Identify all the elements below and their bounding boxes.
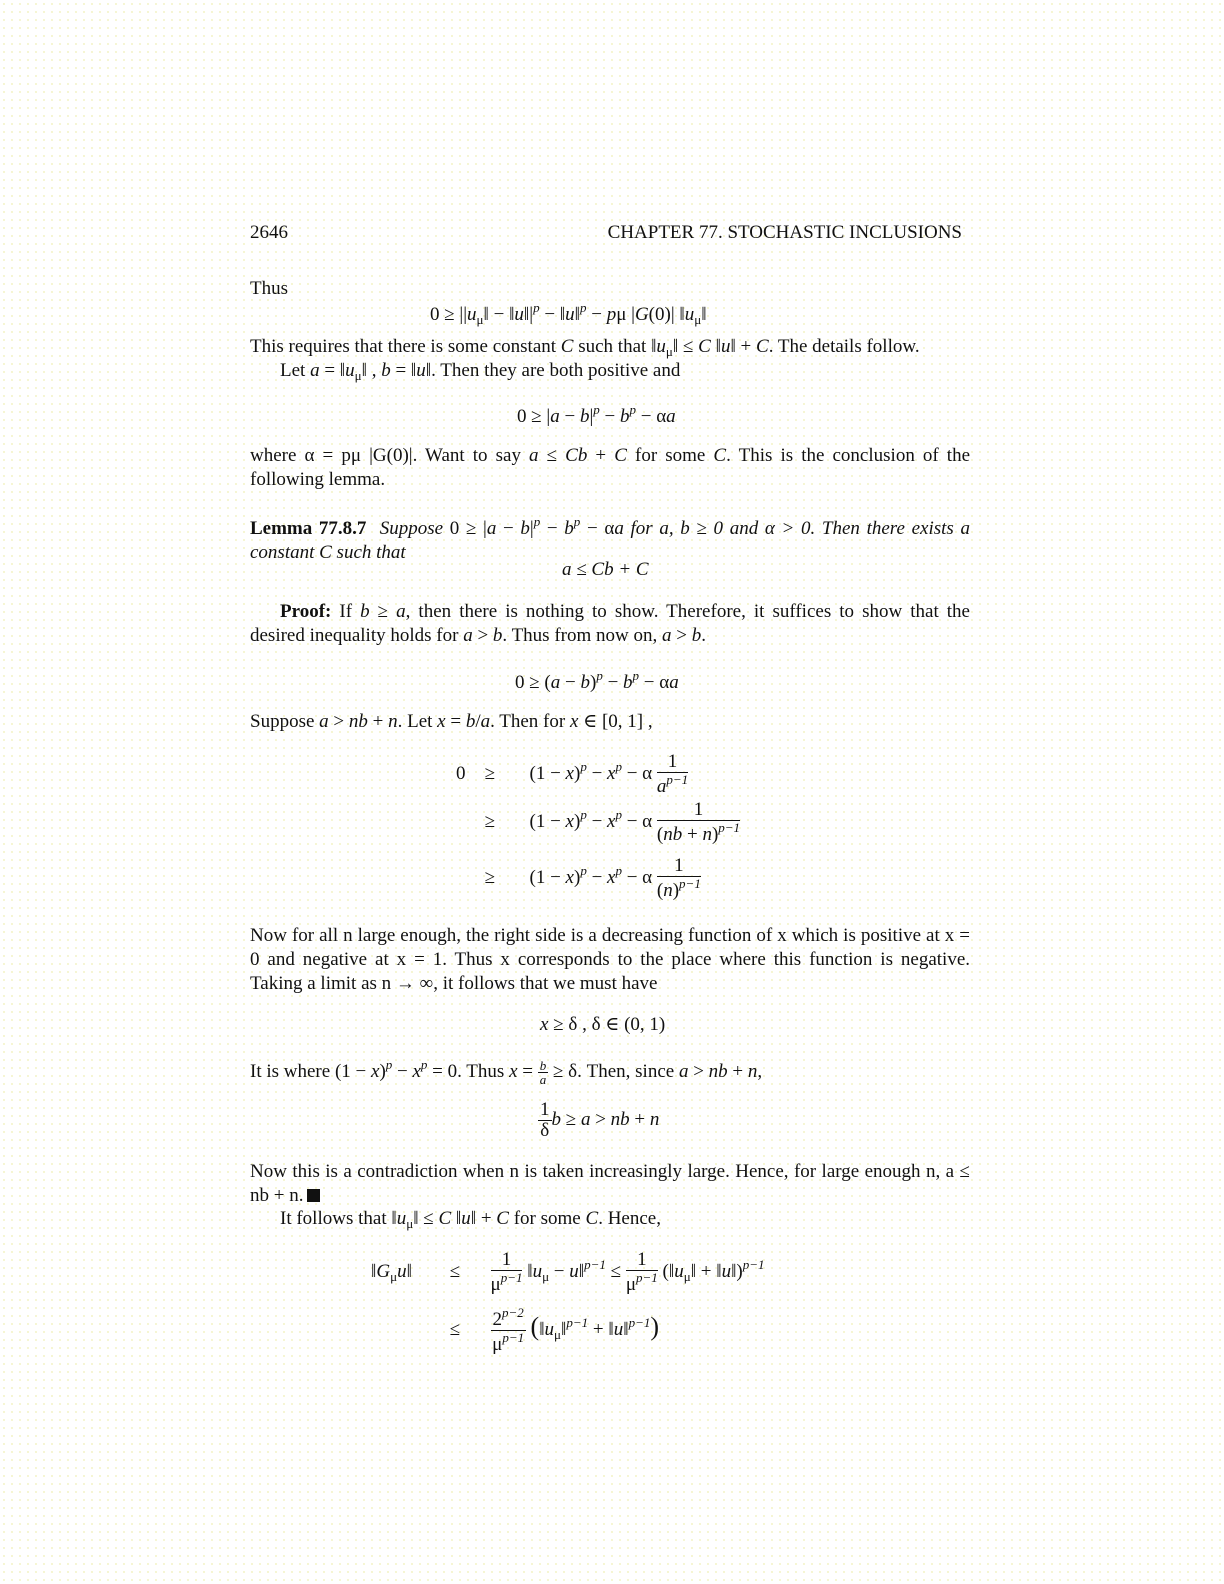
page-number: 2646 xyxy=(250,222,288,243)
text-thus: Thus xyxy=(250,278,288,299)
paragraph-it-is-where: It is where $(1 - x)^p - x^p = 0$. Thus x = $\frac{b}{a}$ ≥ δ. Then, since a > nb + n, xyxy=(250,1057,763,1088)
paragraph-requires: This requires that there is some constant C such that $‖u_\mu‖ \le C$ ‖u‖ + C. The details follow. xyxy=(250,336,920,359)
qed-square-icon xyxy=(307,1189,320,1202)
equation-3: a ≤ Cb + C xyxy=(562,559,649,580)
equation-2: $0 \ge |a - b|^p - b^p - \alpha a$ xyxy=(517,402,676,427)
equation-array-1-row-1: $0 \ge (1 - x)^p - x^p - \alpha$ $\frac{1}{a^{p-1}}$ xyxy=(456,751,689,797)
equation-array-2-row-2: ≤ $\frac{2^{p-2}}{\mu^{p-1}}$ ($‖u_\mu‖^{p-1}$ + ‖u‖$^{p-1}$) xyxy=(449,1305,660,1355)
equation-4: $0 \ge (a - b)^p - b^p - \alpha a$ xyxy=(515,668,679,693)
equation-array-1-row-3: ≥ $(1 - x)^p - x^p - \alpha$ $\frac{1}{(n)^{p-1}}$ xyxy=(484,855,701,901)
paragraph-it-follows: It follows that $‖u_\mu‖ \le C$ ‖u‖ + C for some C. Hence, xyxy=(280,1208,661,1231)
paragraph-contradiction: Now this is a contradiction when n is taken increasingly large. Hence, for large enough n, a ≤ nb + n. xyxy=(250,1161,970,1206)
paragraph-now-for-all: Now for all n large enough, the right side is a decreasing function of x which is positive at x = 0 and negative at x = 1. Thus x corresponds to the place where this function is negative. Taking a limit as n → ∞, it follows that we must have xyxy=(250,925,970,994)
equation-array-2-row-1: $‖G_\mu u‖$ ≤ $\frac{1}{\mu^{p-1}}$ $‖u_\mu$ − u‖$^{p-1}$ ≤ $\frac{1}{\mu^{p-1}}$ ($‖u_\mu‖$ + ‖u‖)$^{p-1}$ xyxy=(371,1249,765,1295)
proof-paragraph: Proof: If b ≥ a, then there is nothing to show. Therefore, it suffices to show that the desired inequality holds for a > b. Thus from now on, a > b. xyxy=(250,601,970,646)
proof-label: Proof: xyxy=(280,601,332,622)
running-title: CHAPTER 77. STOCHASTIC INCLUSIONS xyxy=(607,222,962,243)
equation-6: $\frac{1}{\delta}$ b ≥ a > nb + n xyxy=(540,1099,660,1141)
lemma-statement: Lemma 77.8.7 Suppose $0 \ge |a - b|^p - b^p - \alpha a$ for a, b ≥ 0 and α > 0. Then there exists a constant C such that xyxy=(250,514,970,563)
paragraph-let: Let $a = ‖u_\mu‖$ , b = ‖u‖. Then they are both positive and xyxy=(280,360,681,383)
paragraph-where-alpha: where α = pμ |G(0)|. Want to say a ≤ Cb + C for some C. This is the conclusion of the following lemma. xyxy=(250,445,971,490)
equation-5: x ≥ δ , δ ∈ (0, 1) xyxy=(540,1014,666,1035)
paragraph-suppose: Suppose a > nb + n. Let x = b/a. Then for x ∈ [0, 1] , xyxy=(250,711,653,732)
equation-array-1-row-2: ≥ $(1 - x)^p - x^p - \alpha$ $\frac{1}{(nb + n)^{p-1}}$ xyxy=(484,799,741,845)
equation-1: $0 \ge ||u_\mu‖$ − $‖u‖|^p$ − ‖u‖$^p$ − pμ |G(0)| $‖u_\mu‖$ xyxy=(430,300,707,327)
lemma-label: Lemma 77.8.7 xyxy=(250,518,367,539)
